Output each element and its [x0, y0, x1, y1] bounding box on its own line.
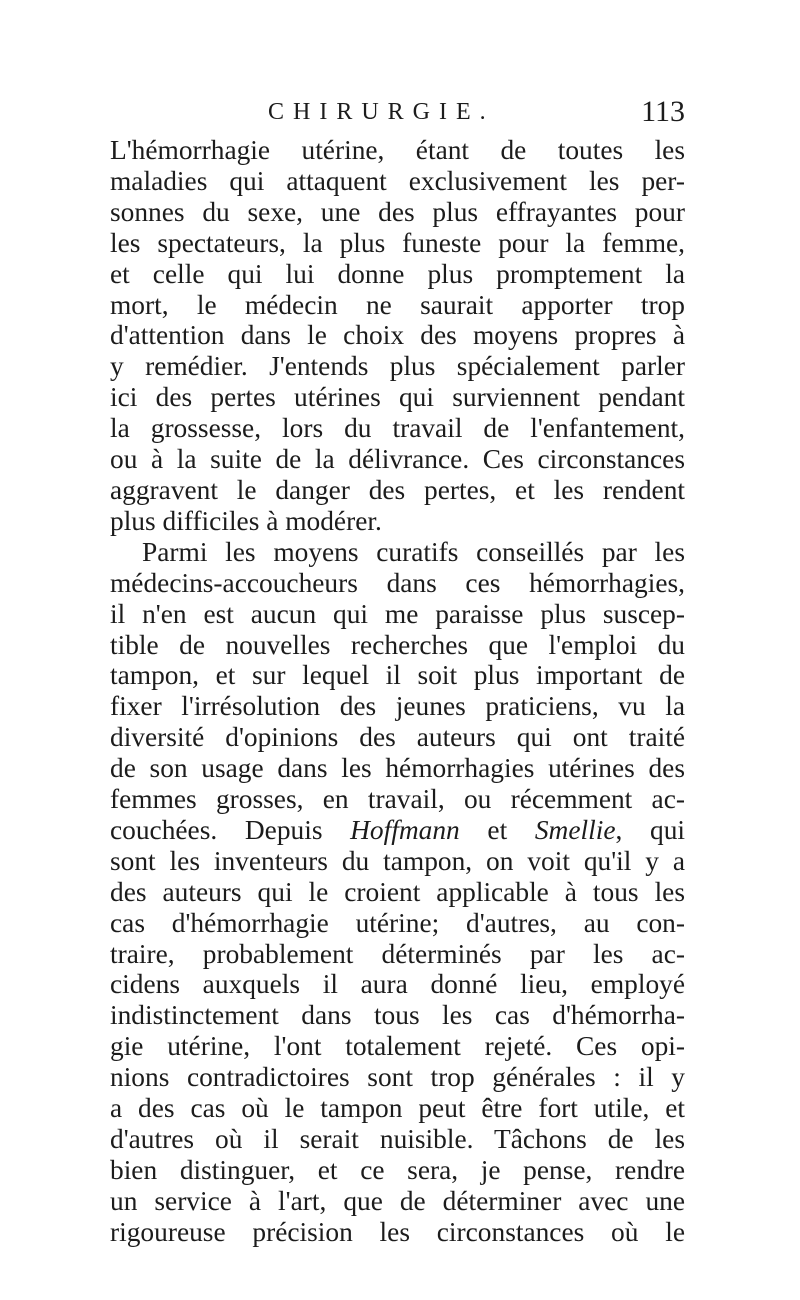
- text-line: sonnes du sexe, une des plus effrayantes pour: [110, 196, 685, 227]
- text-line: indistinctement dans tous les cas d'hémorrha-: [110, 1000, 685, 1031]
- text-line: L'hémorrhagie utérine, étant de toutes les: [110, 135, 685, 165]
- text-line: de son usage dans les hémorrhagies utérines des: [110, 753, 685, 784]
- text-line: d'attention dans le choix des moyens propres à: [110, 320, 685, 351]
- text-line: y remédier. J'entends plus spécialement parler: [110, 351, 685, 382]
- text-segment: et: [487, 814, 508, 845]
- text-line: rigoureuse précision les circonstances où le: [110, 1216, 685, 1247]
- text-line: médecins-accoucheurs dans ces hémorrhagies,: [110, 567, 685, 598]
- text-line: a des cas où le tampon peut être fort utile, et: [110, 1093, 685, 1124]
- text-line: des auteurs qui le croient applicable à tous les: [110, 876, 685, 907]
- text-segment: couchées. Depuis: [110, 814, 323, 845]
- text-line: Parmi les moyens curatifs conseillés par les: [142, 536, 685, 567]
- text-line-with-names: [110, 815, 685, 846]
- text-line: un service à l'art, que de déterminer avec une: [110, 1185, 685, 1216]
- body-text: [110, 135, 685, 1248]
- text-line: tampon, et sur lequel il soit plus important de: [110, 660, 685, 691]
- text-line: tible de nouvelles recherches que l'emploi du: [110, 629, 685, 660]
- text-line: femmes grosses, en travail, ou récemment ac-: [110, 784, 685, 815]
- book-page: [110, 95, 685, 1248]
- text-line: plus difficiles à modérer.: [110, 505, 382, 536]
- text-line: les spectateurs, la plus funeste pour la femme,: [110, 227, 685, 258]
- text-line: cidens auxquels il aura donné lieu, employé: [110, 969, 685, 1000]
- text-line: sont les inventeurs du tampon, on voit qu'il y a: [110, 845, 685, 876]
- text-line: traire, probablement déterminés par les ac-: [110, 938, 685, 969]
- text-line: nions contradictoires sont trop générales : il y: [110, 1062, 685, 1093]
- author-name-hoffmann: Hoffmann: [350, 814, 460, 845]
- paragraph-1: [110, 135, 685, 537]
- author-name-smellie: Smellie: [534, 814, 616, 845]
- running-head: [110, 95, 685, 135]
- text-line: et celle qui lui donne plus promptement la: [110, 258, 685, 289]
- text-line: mort, le médecin ne saurait apporter trop: [110, 289, 685, 320]
- text-line: la grossesse, lors du travail de l'enfantement,: [110, 413, 685, 444]
- page-number: 113: [641, 95, 685, 128]
- text-line: ou à la suite de la délivrance. Ces circonstances: [110, 444, 685, 475]
- text-line: ici des pertes utérines qui surviennent pendant: [110, 382, 685, 413]
- text-line: gie utérine, l'ont totalement rejeté. Ces opi-: [110, 1031, 685, 1062]
- text-line: d'autres où il serait nuisible. Tâchons de les: [110, 1124, 685, 1154]
- text-line: fixer l'irrésolution des jeunes praticiens, vu la: [110, 691, 685, 722]
- text-line: bien distinguer, et ce sera, je pense, rendre: [110, 1154, 685, 1185]
- running-title: CHIRURGIE.: [268, 99, 495, 125]
- paragraph-2: [110, 537, 685, 1248]
- text-line: maladies qui attaquent exclusivement les per-: [110, 165, 685, 196]
- text-line: diversité d'opinions des auteurs qui ont traité: [110, 722, 685, 753]
- text-line: aggravent le danger des pertes, et les rendent: [110, 474, 685, 505]
- text-line: cas d'hémorrhagie utérine; d'autres, au con-: [110, 907, 685, 938]
- text-line: il n'en est aucun qui me paraisse plus suscep-: [110, 598, 685, 629]
- text-segment: , qui: [615, 814, 685, 845]
